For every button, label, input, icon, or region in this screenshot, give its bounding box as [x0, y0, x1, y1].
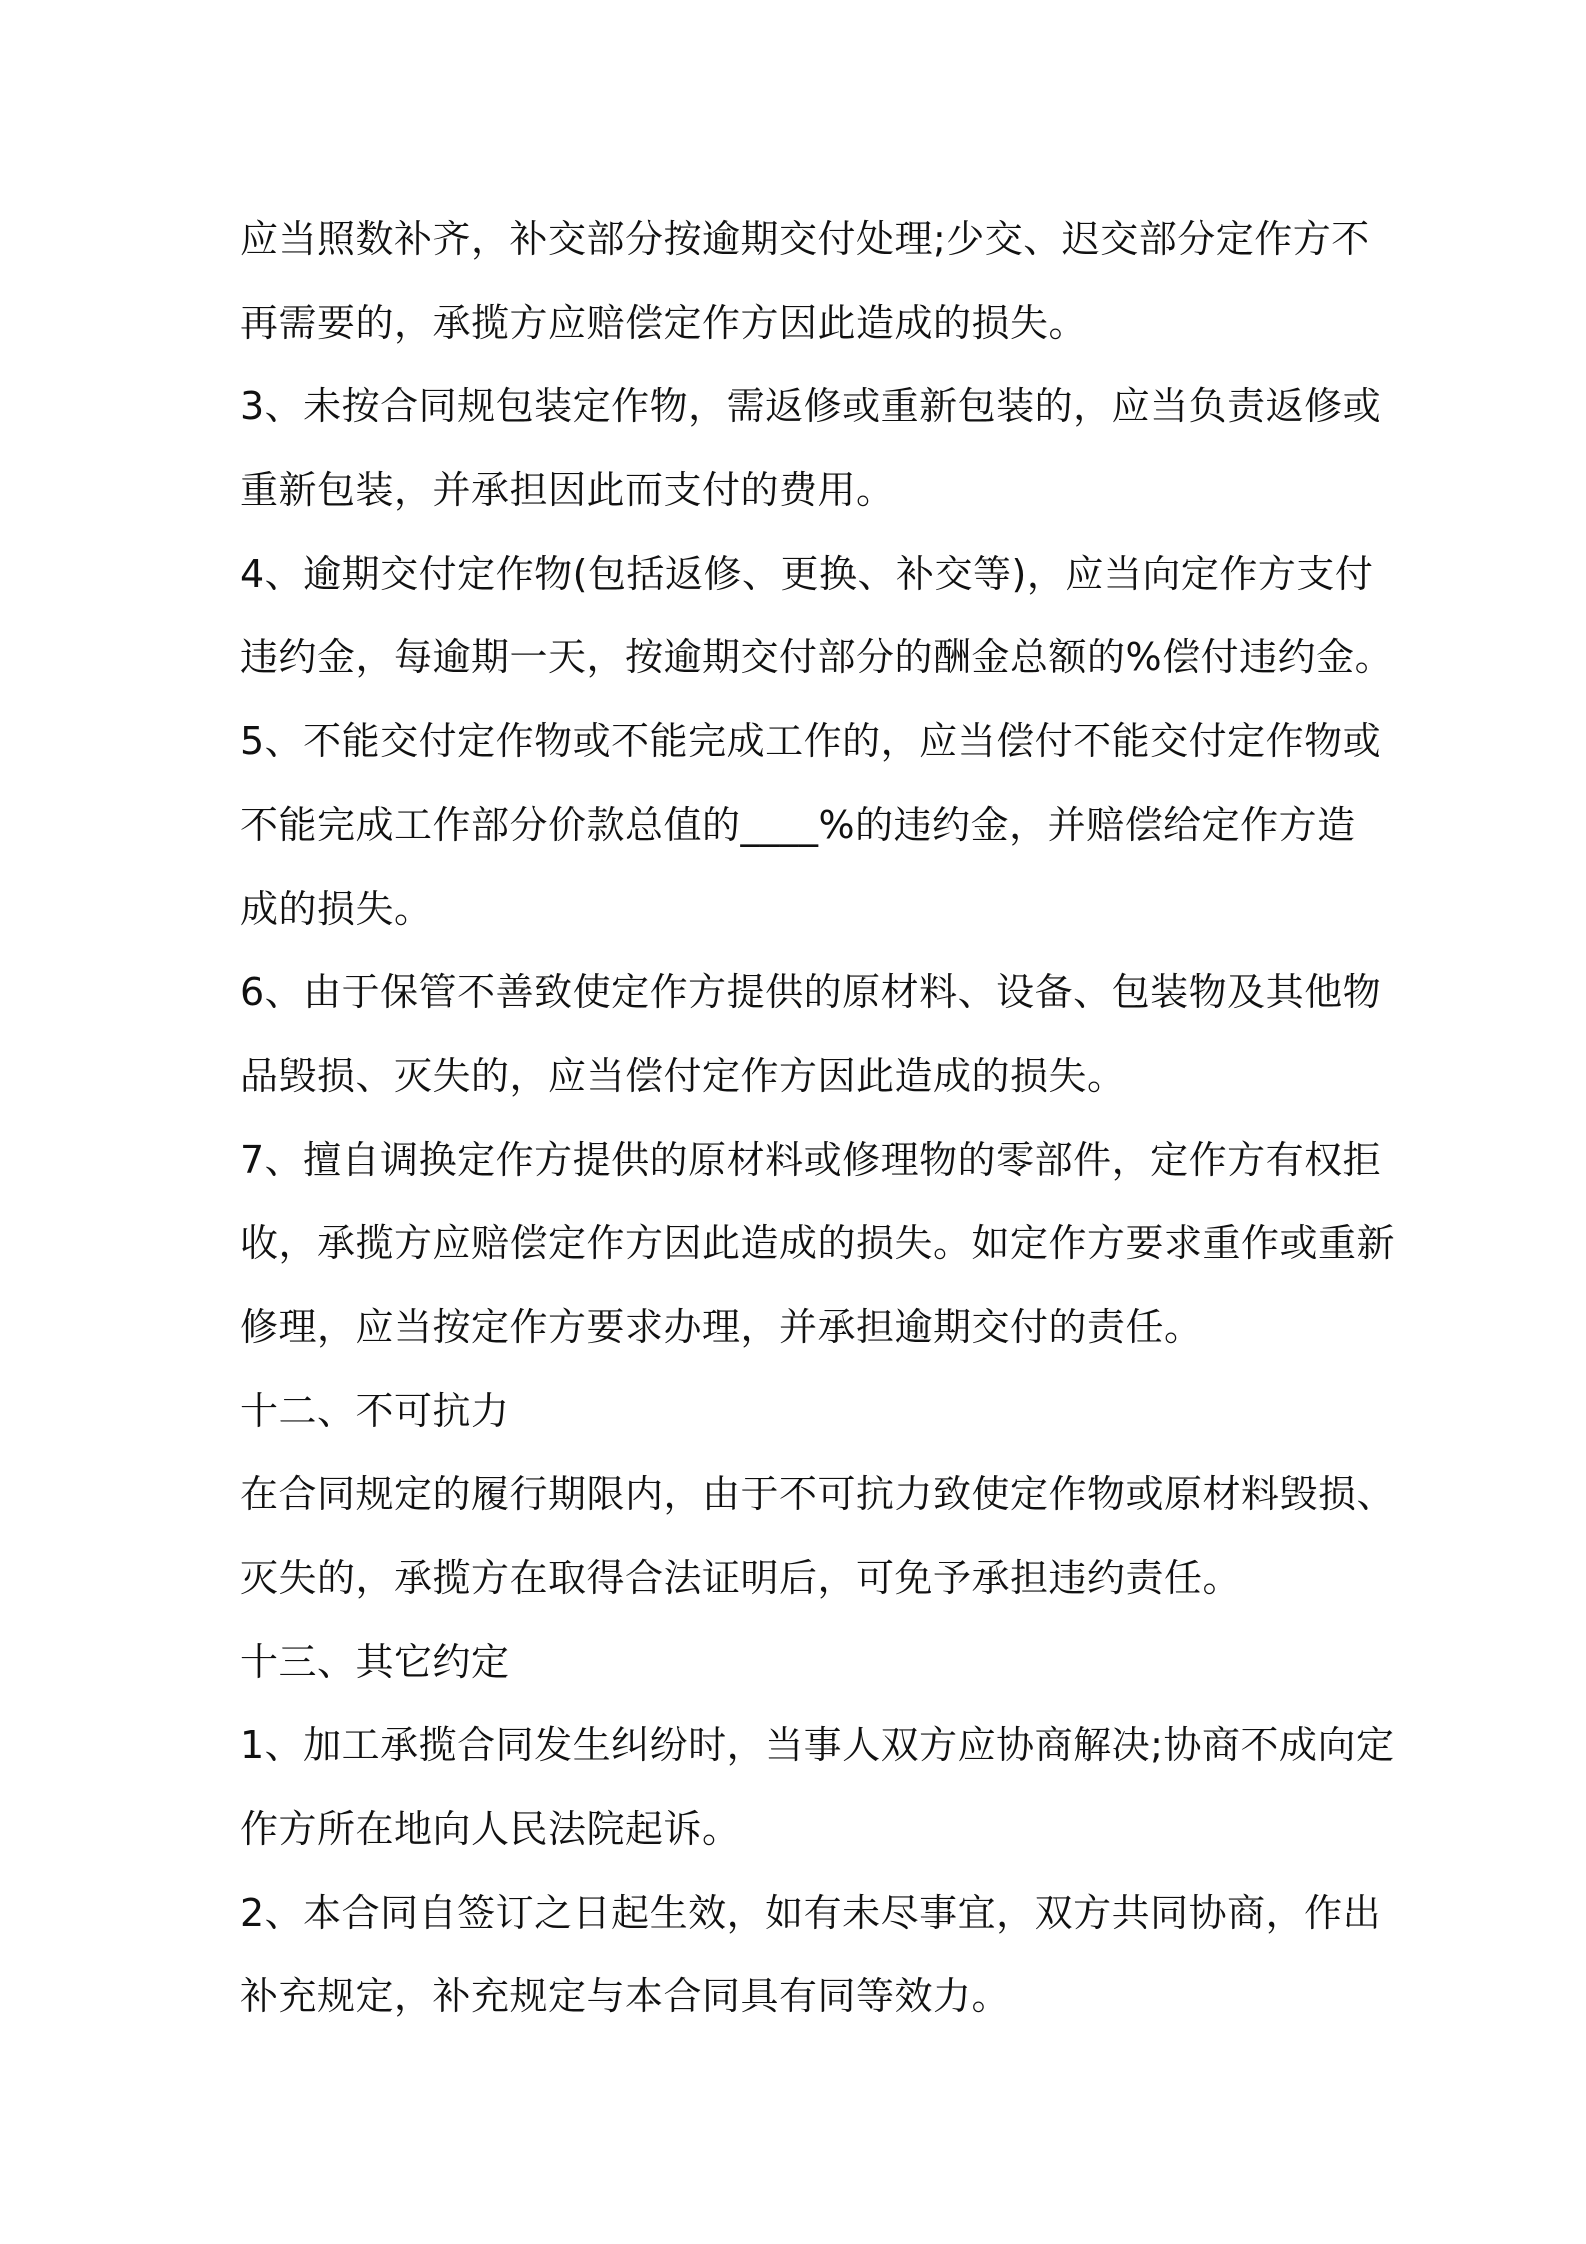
text-line: 4、逾期交付定作物(包括返修、更换、补交等)，应当向定作方支付: [240, 551, 1374, 596]
text-line: 2、本合同自签订之日起生效，如有未尽事宜，双方共同协商，作出: [240, 1890, 1382, 1935]
text-line: 修理，应当按定作方要求办理，并承担逾期交付的责任。: [240, 1304, 1203, 1349]
text-line: 灭失的，承揽方在取得合法证明后，可免予承担违约责任。: [240, 1556, 1242, 1600]
text-line: 应当照数补齐，补交部分按逾期交付处理;少交、迟交部分定作方不: [240, 217, 1370, 261]
section-heading: 十三、其它约定: [240, 1639, 510, 1684]
text-line: 7、擅自调换定作方提供的原材料或修理物的零部件，定作方有权拒: [240, 1137, 1382, 1182]
text-line: 3、未按合同规包装定作物，需返修或重新包装的，应当负责返修或: [240, 384, 1382, 429]
text-line: 品毁损、灭失的，应当偿付定作方因此造成的损失。: [240, 1053, 1126, 1098]
text-line: 违约金，每逾期一天，按逾期交付部分的酬金总额的%偿付违约金。: [240, 635, 1394, 680]
text-line: 收，承揽方应赔偿定作方因此造成的损失。如定作方要求重作或重新: [240, 1221, 1396, 1266]
text-line: 成的损失。: [240, 886, 433, 931]
section-heading: 十二、不可抗力: [240, 1388, 510, 1433]
text-line: 1、加工承揽合同发生纠纷时，当事人双方应协商解决;协商不成向定: [240, 1723, 1395, 1768]
text-line: 5、不能交付定作物或不能完成工作的，应当偿付不能交付定作物或: [240, 719, 1382, 764]
text-line: 在合同规定的履行期限内，由于不可抗力致使定作物或原材料毁损、: [240, 1472, 1396, 1517]
text-line: 6、由于保管不善致使定作方提供的原材料、设备、包装物及其他物: [240, 970, 1382, 1015]
text-line: 重新包装，并承担因此而支付的费用。: [240, 468, 895, 513]
text-line: 再需要的，承揽方应赔偿定作方因此造成的损失。: [240, 300, 1088, 345]
document-body: [240, 198, 1396, 2039]
text-line: 不能完成工作部分价款总值的____%的违约金，并赔偿给定作方造: [240, 802, 1356, 847]
text-line: 作方所在地向人民法院起诉。: [240, 1807, 741, 1852]
text-line: 补充规定，补充规定与本合同具有同等效力。: [240, 1974, 1011, 2019]
